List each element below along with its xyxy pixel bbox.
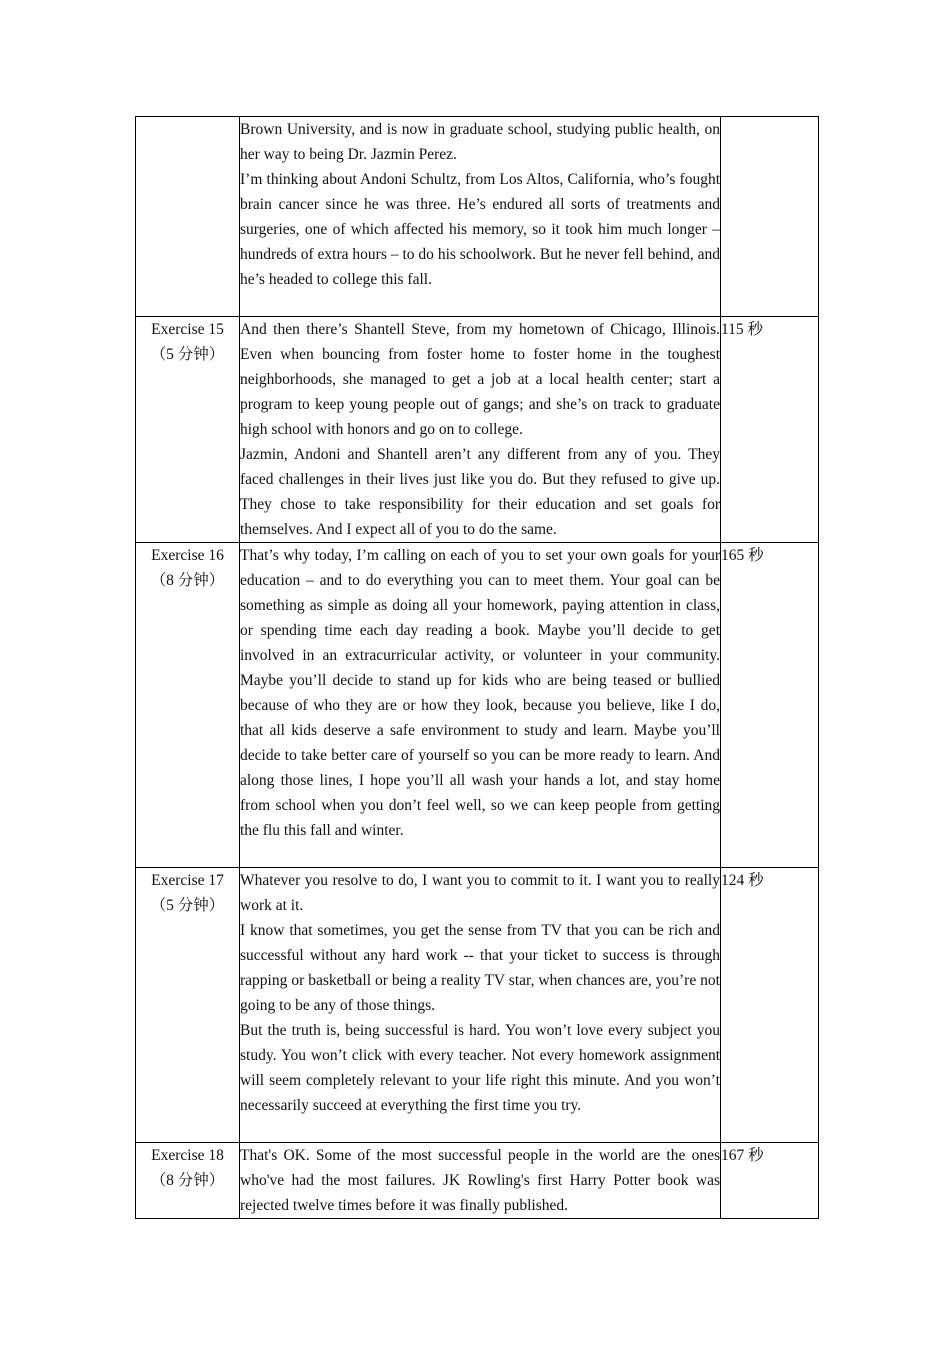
passage-paragraph: Whatever you resolve to do, I want you to commit to it. I want you to really work at it. xyxy=(240,872,720,914)
exercise-name: Exercise 16 xyxy=(151,547,224,564)
passage-cell xyxy=(240,1143,721,1219)
table-row xyxy=(136,317,819,543)
exercise-label-cell xyxy=(136,117,240,317)
table-row xyxy=(136,117,819,317)
table-row xyxy=(136,868,819,1143)
exercise-name: Exercise 15 xyxy=(151,321,224,338)
passage-paragraph: That's OK. Some of the most successful people in the world are the ones who've had the most failures. JK Rowling's first Harry Potter book was rejected twelve times before it was finally published. xyxy=(240,1147,720,1214)
exercise-name: Exercise 17 xyxy=(151,872,224,889)
passage-paragraph: I’m thinking about Andoni Schultz, from Los Altos, California, who’s fought brain cancer since he was three. He’s endured all sorts of treatments and surgeries, one of which affected his memory, so it took him much longer – hundreds of extra hours – to do his schoolwork. But he never fell behind, and he’s headed to college this fall. xyxy=(240,171,720,288)
seconds-cell xyxy=(721,868,819,1143)
table-row xyxy=(136,1143,819,1219)
seconds-cell xyxy=(721,317,819,543)
exercise-label-cell xyxy=(136,868,240,1143)
time-seconds: 115 秒 xyxy=(721,321,764,338)
passage-paragraph: Jazmin, Andoni and Shantell aren’t any different from any of you. They faced challenges in their lives just like you do. But they refused to give up. They chose to take responsibility for their education and set goals for themselves. And I expect all of you to do the same. xyxy=(240,446,720,538)
exercise-name: Exercise 18 xyxy=(151,1147,224,1164)
passage-cell xyxy=(240,868,721,1143)
exercise-label-cell xyxy=(136,543,240,868)
exercise-duration: （8 分钟） xyxy=(150,572,225,589)
exercise-label-cell xyxy=(136,317,240,543)
exercise-duration: （8 分钟） xyxy=(150,1172,225,1189)
passage-paragraph: But the truth is, being successful is hard. You won’t love every subject you study. You won’t click with every teacher. Not every homework assignment will seem completely relevant to your life right this minute. And you won’t necessarily succeed at everything the first time you try. xyxy=(240,1022,720,1114)
exercise-duration: （5 分钟） xyxy=(150,897,225,914)
exercise-table xyxy=(135,116,819,1219)
passage-paragraph: And then there’s Shantell Steve, from my hometown of Chicago, Illinois. Even when bouncing from foster home to foster home in the toughest neighborhoods, she managed to get a job at a local health center; start a program to keep young people out of gangs; and she’s on track to graduate high school with honors and go on to college. xyxy=(240,321,720,438)
passage-paragraph: I know that sometimes, you get the sense from TV that you can be rich and successful without any hard work -- that your ticket to success is through rapping or basketball or being a reality TV star, when chances are, you’re not going to be any of those things. xyxy=(240,922,720,1014)
seconds-cell xyxy=(721,543,819,868)
table-row xyxy=(136,543,819,868)
time-seconds: 165 秒 xyxy=(721,547,764,564)
passage-cell xyxy=(240,543,721,868)
exercise-label-cell xyxy=(136,1143,240,1219)
seconds-cell xyxy=(721,1143,819,1219)
exercise-duration: （5 分钟） xyxy=(150,346,225,363)
passage-paragraph: That’s why today, I’m calling on each of you to set your own goals for your education – and to do everything you can to meet them. Your goal can be something as simple as doing all your homework, paying attention in class, or spending time each day reading a book. Maybe you’ll decide to get involved in an extracurricular activity, or volunteer in your community. Maybe you’ll decide to stand up for kids who are being teased or bullied because of who they are or how they look, because you believe, like I do, that all kids deserve a safe environment to study and learn. Maybe you’ll decide to take better care of yourself so you can be more ready to learn. And along those lines, I hope you’ll all wash your hands a lot, and stay home from school when you don’t feel well, so we can keep people from getting the flu this fall and winter. xyxy=(240,547,720,839)
passage-cell xyxy=(240,317,721,543)
passage-cell xyxy=(240,117,721,317)
passage-paragraph: Brown University, and is now in graduate school, studying public health, on her way to being Dr. Jazmin Perez. xyxy=(240,121,720,163)
time-seconds: 124 秒 xyxy=(721,872,764,889)
time-seconds: 167 秒 xyxy=(721,1147,764,1164)
seconds-cell xyxy=(721,117,819,317)
